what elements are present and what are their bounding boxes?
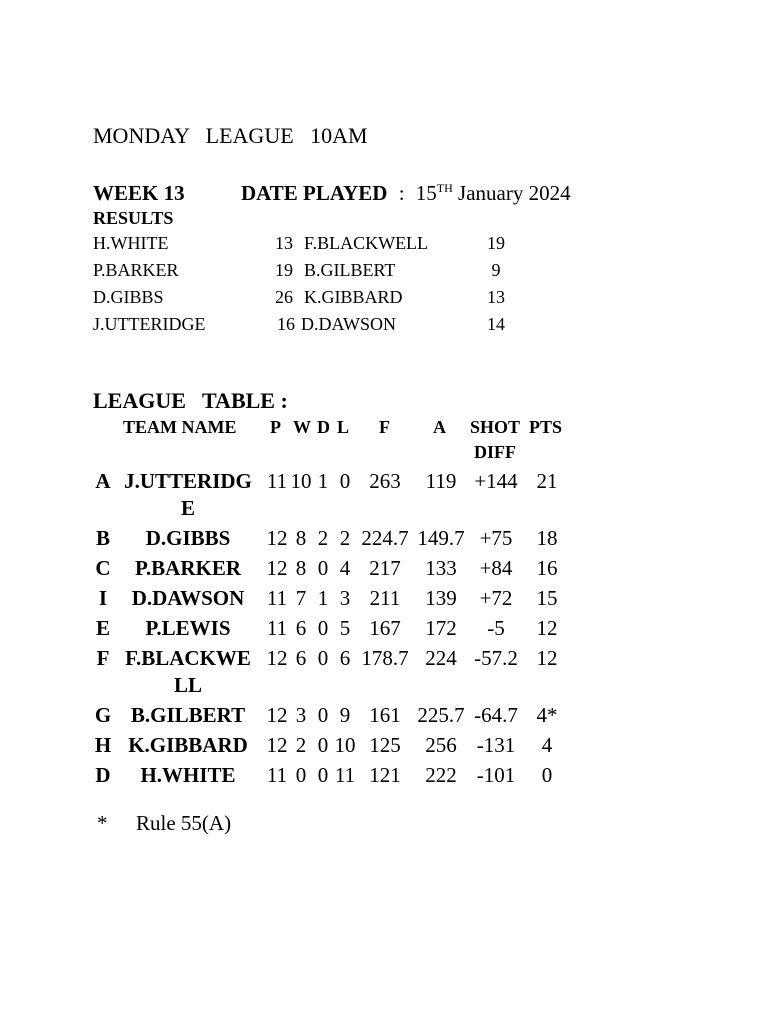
cell-won: 2	[295, 733, 307, 757]
cell-for: 161	[369, 703, 401, 727]
col-against: A	[433, 417, 446, 437]
result-away-score: 14	[487, 314, 505, 334]
cell-team-name: P.LEWIS	[145, 616, 231, 640]
date-day: 15	[415, 181, 437, 205]
cell-points: 4	[541, 733, 553, 757]
cell-rink: H	[94, 733, 112, 757]
cell-won: 3	[295, 703, 307, 727]
cell-shot-diff: -131	[476, 733, 516, 757]
date-separator: :	[398, 181, 405, 205]
cell-team-name-wrap: E	[180, 496, 195, 520]
cell-lost: 3	[339, 586, 351, 610]
cell-for: 224.7	[361, 526, 409, 550]
cell-rink: G	[94, 703, 112, 727]
cell-lost: 4	[339, 556, 351, 580]
cell-played: 12	[266, 556, 288, 580]
result-away-team: D.DAWSON	[301, 314, 397, 334]
result-home-team: D.GIBBS	[93, 287, 164, 307]
cell-shot-diff: -5	[487, 616, 505, 640]
cell-points: 18	[536, 526, 558, 550]
cell-rink: I	[98, 586, 108, 610]
cell-lost: 0	[339, 469, 351, 493]
col-shot-diff: SHOT	[470, 417, 521, 437]
result-home-score: 26	[275, 287, 293, 307]
col-team-name: TEAM NAME	[123, 417, 237, 437]
col-won: W	[293, 417, 311, 437]
cell-against: 224	[425, 646, 457, 670]
cell-for: 217	[369, 556, 401, 580]
cell-against: 119	[425, 469, 457, 493]
cell-drawn: 0	[317, 703, 329, 727]
cell-shot-diff: +144	[474, 469, 518, 493]
cell-played: 12	[266, 733, 288, 757]
cell-team-name: J.UTTERIDG	[124, 469, 252, 493]
league-table-heading: LEAGUE TABLE :	[93, 388, 288, 413]
cell-points: 21	[536, 469, 558, 493]
cell-points: 12	[536, 616, 558, 640]
cell-rink: C	[95, 556, 111, 580]
cell-shot-diff: +84	[479, 556, 513, 580]
cell-team-name: B.GILBERT	[130, 703, 246, 727]
cell-won: 10	[290, 469, 312, 493]
cell-lost: 10	[334, 733, 356, 757]
cell-team-name: D.DAWSON	[131, 586, 245, 610]
cell-won: 6	[295, 616, 307, 640]
cell-for: 167	[369, 616, 401, 640]
cell-against: 222	[425, 763, 457, 787]
col-lost: L	[337, 417, 350, 437]
cell-played: 11	[266, 763, 288, 787]
col-played: P	[270, 417, 281, 437]
cell-for: 125	[369, 733, 401, 757]
cell-drawn: 2	[317, 526, 329, 550]
cell-drawn: 0	[317, 556, 329, 580]
date-played	[241, 181, 571, 206]
cell-played: 12	[266, 703, 288, 727]
cell-rink: A	[95, 469, 111, 493]
cell-team-name-wrap: LL	[173, 673, 202, 697]
cell-played: 12	[266, 526, 288, 550]
cell-lost: 2	[339, 526, 351, 550]
col-for: F	[379, 417, 390, 437]
footnote-text: Rule 55(A)	[136, 811, 232, 835]
results-heading: RESULTS	[93, 208, 174, 228]
cell-against: 149.7	[417, 526, 465, 550]
cell-played: 11	[266, 469, 288, 493]
cell-team-name: P.BARKER	[135, 556, 241, 580]
cell-drawn: 0	[317, 763, 329, 787]
result-home-team: H.WHITE	[93, 233, 169, 253]
cell-won: 8	[295, 556, 307, 580]
cell-drawn: 0	[317, 646, 329, 670]
cell-lost: 11	[334, 763, 356, 787]
result-away-team: K.GIBBARD	[304, 287, 403, 307]
cell-shot-diff: +72	[479, 586, 513, 610]
cell-rink: B	[95, 526, 110, 550]
cell-won: 7	[295, 586, 307, 610]
cell-against: 133	[425, 556, 457, 580]
result-home-score: 16	[277, 314, 295, 334]
cell-played: 11	[266, 586, 288, 610]
cell-points: 12	[536, 646, 558, 670]
cell-played: 11	[266, 616, 288, 640]
cell-won: 0	[295, 763, 307, 787]
cell-drawn: 0	[317, 733, 329, 757]
col-drawn: D	[317, 417, 330, 437]
date-played-label: DATE PLAYED	[241, 181, 388, 205]
cell-drawn: 1	[317, 469, 329, 493]
col-points: PTS	[529, 417, 563, 437]
cell-shot-diff: -101	[476, 763, 516, 787]
cell-for: 263	[369, 469, 401, 493]
cell-for: 211	[369, 586, 401, 610]
cell-against: 139	[425, 586, 457, 610]
result-away-team: B.GILBERT	[304, 260, 396, 280]
result-away-team: F.BLACKWELL	[304, 233, 429, 253]
cell-points: 0	[541, 763, 553, 787]
week-label: WEEK 13	[93, 181, 185, 205]
cell-for: 121	[369, 763, 401, 787]
cell-won: 8	[295, 526, 307, 550]
result-away-score: 13	[487, 287, 505, 307]
cell-played: 12	[266, 646, 288, 670]
cell-points: 15	[536, 586, 558, 610]
cell-points: 16	[536, 556, 558, 580]
cell-drawn: 0	[317, 616, 329, 640]
cell-lost: 9	[339, 703, 351, 727]
result-home-score: 19	[275, 260, 293, 280]
cell-against: 256	[425, 733, 457, 757]
cell-team-name: H.WHITE	[140, 763, 236, 787]
cell-against: 225.7	[417, 703, 465, 727]
footnote-symbol: *	[97, 811, 108, 835]
result-home-team: J.UTTERIDGE	[93, 314, 206, 334]
result-away-score: 9	[491, 260, 501, 280]
result-away-score: 19	[487, 233, 505, 253]
date-day-suffix: TH	[436, 181, 453, 195]
cell-team-name: D.GIBBS	[145, 526, 231, 550]
cell-shot-diff: +75	[479, 526, 513, 550]
col-shot-diff-line2: DIFF	[474, 442, 516, 462]
result-home-team: P.BARKER	[93, 260, 179, 280]
cell-points: 4*	[536, 703, 558, 727]
cell-shot-diff: -64.7	[474, 703, 518, 727]
cell-won: 6	[295, 646, 307, 670]
page-title: MONDAY LEAGUE 10AM	[93, 123, 368, 148]
cell-lost: 5	[339, 616, 351, 640]
result-home-score: 13	[275, 233, 293, 253]
cell-for: 178.7	[361, 646, 409, 670]
cell-rink: F	[96, 646, 110, 670]
cell-team-name: K.GIBBARD	[128, 733, 248, 757]
date-month-year: January 2024	[458, 181, 571, 205]
cell-lost: 6	[339, 646, 351, 670]
cell-drawn: 1	[317, 586, 329, 610]
cell-team-name: F.BLACKWE	[125, 646, 251, 670]
cell-against: 172	[425, 616, 457, 640]
cell-shot-diff: -57.2	[474, 646, 518, 670]
cell-rink: D	[95, 763, 111, 787]
cell-rink: E	[95, 616, 110, 640]
